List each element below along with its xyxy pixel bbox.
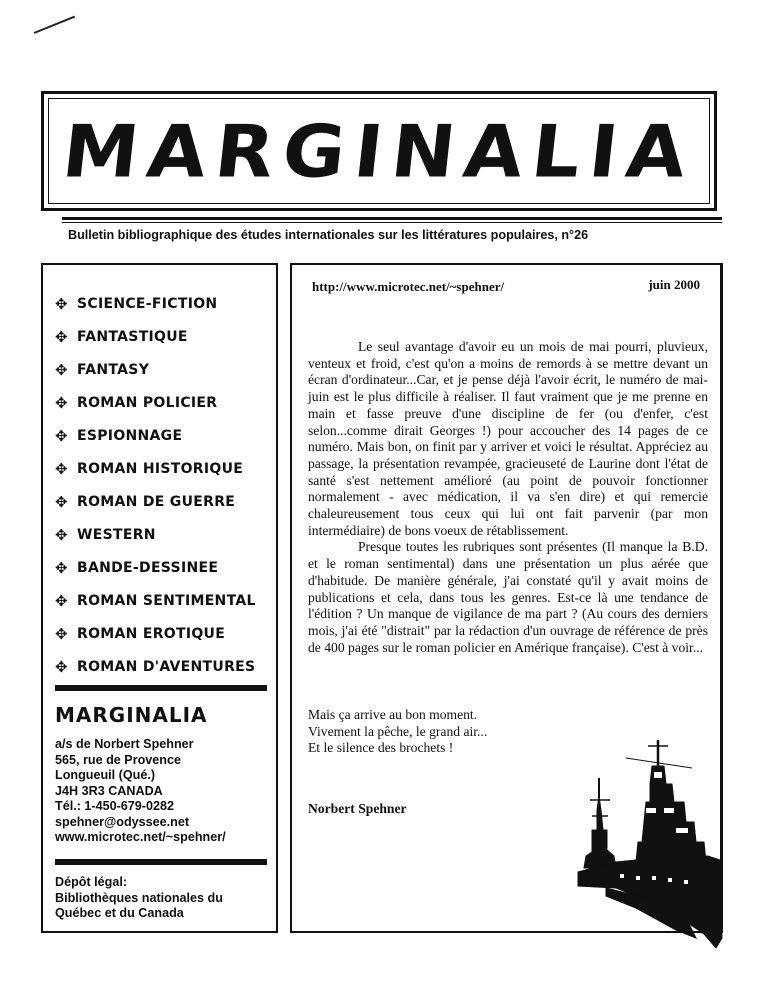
closing-lines — [308, 707, 487, 757]
contact-address — [55, 737, 226, 846]
genre-item — [55, 584, 256, 617]
address-line: Longueuil (Qué.) — [55, 768, 156, 782]
author-signature: Norbert Spehner — [308, 801, 407, 816]
cross-bullet-icon: ✥ — [55, 492, 68, 511]
subtitle-rule-thin — [62, 222, 722, 223]
genre-label: ESPIONNAGE — [77, 427, 183, 444]
genre-label: FANTASY — [77, 361, 150, 378]
cross-bullet-icon: ✥ — [55, 426, 68, 445]
genre-label: FANTASTIQUE — [77, 328, 188, 345]
closing-line: Mais ça arrive au bon moment. — [308, 707, 478, 722]
cross-bullet-icon: ✥ — [55, 360, 68, 379]
masthead-frame — [41, 91, 717, 211]
address-line: J4H 3R3 CANADA — [55, 783, 163, 798]
cross-bullet-icon: ✥ — [55, 624, 68, 643]
sidebar-logo: MARGINALIA — [55, 703, 208, 727]
phone-line: Tél.: 1-450-679-0282 — [55, 799, 175, 813]
closing-line: Vivement la pêche, le grand air... — [308, 723, 488, 739]
warship-illustration-icon — [576, 738, 726, 948]
genre-item — [55, 452, 256, 485]
editorial-text — [308, 339, 708, 656]
issue-date: juin 2000 — [648, 277, 700, 292]
genre-item — [55, 485, 256, 518]
legal-deposit — [55, 875, 223, 922]
subtitle-rule-thick — [62, 217, 722, 220]
genre-item — [55, 650, 256, 683]
genre-item — [55, 617, 256, 650]
genre-label: ROMAN SENTIMENTAL — [77, 592, 256, 609]
genre-label: BANDE-DESSINEE — [77, 559, 219, 576]
genre-label: ROMAN HISTORIQUE — [77, 460, 244, 477]
legal-deposit-line: Dépôt légal: — [55, 875, 128, 889]
sidebar — [41, 263, 278, 933]
cross-bullet-icon: ✥ — [55, 294, 68, 313]
sidebar-divider — [55, 685, 267, 691]
genre-label: SCIENCE-FICTION — [77, 295, 218, 312]
editorial-paragraph: Le seul avantage d'avoir eu un mois de mai pourri, pluvieux, venteux et froid, c'est qu'on a moins de remords à se mettre devant un écran d'ordinateur...Car, et je pense déjà l'avoir écrit, le numéro de mai-juin est le plus difficile à réaliser. Il faut vraiment que je me prenne en main et fasse preuve d'une discipline de fer (ou d'enfer, c'est selon...comme dirait Georges !) pour accoucher des 14 pages de ce numéro. Mais bon, on finit par y arriver et voici le résultat. Appréciez au passage, la présentation revampée, gracieuseté de Laurine dont l'état de santé s'est nettement amélioré (au point de pouvoir fonctionner normalement - avec médication, il va s'en dire) et qui remercie chaleureusement tous ceux qui lui ont fait parvenir (par mon intermédiaire) de bons voeux de rétablissement. — [308, 339, 708, 538]
bulletin-subtitle: Bulletin bibliographique des études internationales sur les littératures populaires, n°26 — [68, 228, 589, 242]
genre-label: ROMAN EROTIQUE — [77, 625, 226, 642]
genre-item — [55, 353, 256, 386]
closing-line: Et le silence des brochets ! — [308, 740, 454, 756]
cross-bullet-icon: ✥ — [55, 657, 68, 676]
cross-bullet-icon: ✥ — [55, 591, 68, 610]
genre-label: ROMAN D'AVENTURES — [77, 658, 256, 675]
genre-item — [55, 287, 256, 320]
website-url: http://www.microtec.net/~spehner/ — [312, 279, 505, 294]
genre-item — [55, 419, 256, 452]
cross-bullet-icon: ✥ — [55, 558, 68, 577]
masthead-title: MARGINALIA — [58, 108, 700, 194]
genre-item — [55, 320, 256, 353]
editorial-paragraph: Presque toutes les rubriques sont présentes (Il manque la B.D. et le roman sentimental) dans une présentation un plus aérée que d'habitude. De manière générale, j'ai constaté qu'il y avait moins de publications et cela, dans tous les genres. Est-ce là une tendance de l'édition ? Un manque de vigilance de ma part ? (Au cours des derniers mois, j'ai été "distrait" par la rédaction d'un ouvrage de référence de près de 400 pages sur le roman policier en Amérique française). C'est à voir... — [308, 539, 708, 655]
address-line: 565, rue de Provence — [55, 752, 182, 767]
cross-bullet-icon: ✥ — [55, 459, 68, 478]
genre-item — [55, 518, 256, 551]
website-line: www.microtec.net/~spehner/ — [55, 830, 226, 844]
legal-deposit-line: Bibliothèques nationales du — [55, 890, 223, 905]
cross-bullet-icon: ✥ — [55, 525, 68, 544]
genre-item — [55, 386, 256, 419]
genre-label: ROMAN POLICIER — [77, 394, 218, 411]
cross-bullet-icon: ✥ — [55, 327, 68, 346]
email-line: spehner@odyssee.net — [55, 814, 190, 829]
address-line: a/s de Norbert Spehner — [55, 737, 194, 751]
genre-list — [55, 287, 256, 683]
genre-label: WESTERN — [77, 526, 156, 543]
cross-bullet-icon: ✥ — [55, 393, 68, 412]
genre-item — [55, 551, 256, 584]
pen-mark — [34, 16, 76, 34]
genre-label: ROMAN DE GUERRE — [77, 493, 236, 510]
sidebar-divider — [55, 859, 267, 865]
legal-deposit-line: Québec et du Canada — [55, 906, 184, 920]
masthead-inner-frame — [48, 98, 710, 204]
